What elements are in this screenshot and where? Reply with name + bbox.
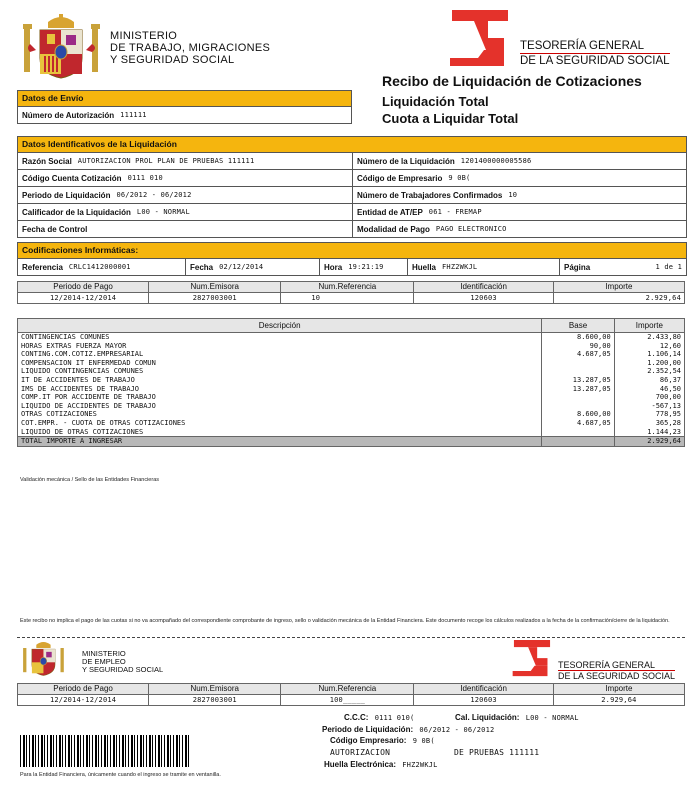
tgss-bottom-line-2: DE LA SEGURIDAD SOCIAL <box>558 671 676 681</box>
desglose-body <box>18 333 685 447</box>
desglose-header-base: Base <box>542 319 614 333</box>
ministry-bottom-line-2: DE EMPLEO <box>82 657 126 666</box>
ccc-value: 0111 010 <box>127 174 163 182</box>
desglose-base <box>542 428 614 437</box>
document-subtitle-1: Liquidación Total <box>382 94 489 109</box>
desglose-importe: 86,37 <box>614 376 684 385</box>
cod-emp-label: Código de Empresario <box>357 173 443 183</box>
coat-of-arms-logo <box>22 14 102 82</box>
desglose-importe: 700,00 <box>614 393 684 402</box>
desglose-importe: 46,50 <box>614 385 684 394</box>
identificativos-heading: Datos Identificativos de la Liquidación <box>18 137 686 153</box>
bottom-pago-table <box>17 683 685 706</box>
desglose-base: 8.600,00 <box>542 410 614 419</box>
bottom-header-emisora: Num.Emisora <box>149 684 281 695</box>
desglose-header-descripcion: Descripción <box>18 319 542 333</box>
desglose-importe: -567,13 <box>614 402 684 411</box>
bottom-periodo: 12/2014-12/2014 <box>18 695 149 706</box>
razon-value: AUTORIZACION PROL PLAN DE PRUEBAS 111111 <box>77 157 255 165</box>
pago-header-identificacion: Identificación <box>414 282 553 293</box>
desglose-row <box>18 385 685 394</box>
cod-emp-value: 9 0B( <box>448 174 471 182</box>
desglose-importe: 12,60 <box>614 342 684 351</box>
desglose-row <box>18 359 685 368</box>
desglose-importe: 1.200,00 <box>614 359 684 368</box>
pago-header-referencia: Num.Referencia <box>281 282 414 293</box>
razon-label: Razón Social <box>22 156 72 166</box>
trabajadores-label: Número de Trabajadores Confirmados <box>357 190 503 200</box>
desglose-base <box>542 367 614 376</box>
bottom-huella <box>324 760 438 769</box>
cut-line <box>17 637 685 638</box>
hora-value: 19:21:19 <box>348 263 384 271</box>
pago-identificacion: 120603 <box>414 293 553 304</box>
ministry-line-3: Y SEGURIDAD SOCIAL <box>110 54 235 66</box>
desglose-row <box>18 410 685 419</box>
desglose-base: 13.287,05 <box>542 376 614 385</box>
footer-note: Este recibo no implica el pago de las cuotas si no va acompañado del correspondiente comprobante de ingreso, sello o validación mecánica de la Entidad Financiera. Este documento recoge los cálculos realizados a la fecha de la confirmación/cierre de la liquidación. <box>20 618 670 624</box>
desglose-total-label: TOTAL IMPORTE A INGRESAR <box>18 437 542 447</box>
bottom-header-referencia: Num.Referencia <box>281 684 414 695</box>
bottom-cod-emp-value: 9 0B( <box>412 737 435 745</box>
desglose-descripcion: COT.EMPR. - CUOTA DE OTRAS COTIZACIONES <box>18 419 542 428</box>
desglose-descripcion: LIQUIDO DE OTRAS COTIZACIONES <box>18 428 542 437</box>
codificaciones-heading: Codificaciones Informáticas: <box>18 243 686 259</box>
desglose-row <box>18 376 685 385</box>
coat-of-arms-logo-small <box>22 640 66 678</box>
hora-label: Hora <box>324 262 343 272</box>
bottom-cal-label: Cal. Liquidación: <box>455 713 520 722</box>
fecha-label: Fecha <box>190 262 214 272</box>
desglose-total-value: 2.929,64 <box>614 437 684 447</box>
bottom-emisora: 2827003001 <box>149 695 281 706</box>
pago-periodo: 12/2014-12/2014 <box>18 293 149 304</box>
desglose-base: 4.687,05 <box>542 350 614 359</box>
num-liq-label: Número de la Liquidación <box>357 156 455 166</box>
tgss-line-2: DE LA SEGURIDAD SOCIAL <box>520 55 670 67</box>
bottom-periodo-liq <box>322 725 494 734</box>
desglose-row <box>18 393 685 402</box>
desglose-importe: 2.352,54 <box>614 367 684 376</box>
entidad-note: Para la Entidad Financiera, únicamente cuando el ingreso se tramite en ventanilla. <box>20 772 221 778</box>
num-liq-value: 1201400000005586 <box>460 157 532 165</box>
desglose-row <box>18 428 685 437</box>
tgss-line-1: TESORERÍA GENERAL <box>520 40 644 52</box>
desglose-descripcion: CONTINGENCIAS COMUNES <box>18 333 542 342</box>
auth-label: Número de Autorización <box>22 110 115 120</box>
periodo-label: Periodo de Liquidación <box>22 190 111 200</box>
desglose-base <box>542 402 614 411</box>
periodo-value: 06/2012 - 06/2012 <box>116 191 192 199</box>
bottom-periodo-liq-label: Periodo de Liquidación: <box>322 725 414 734</box>
desglose-row <box>18 333 685 342</box>
desglose-importe: 1.106,14 <box>614 350 684 359</box>
bottom-cal-value: L00 - NORMAL <box>525 714 579 722</box>
calificador-value: L00 - NORMAL <box>136 208 190 216</box>
codificaciones-section <box>17 242 687 276</box>
tgss-bottom-line-1: TESORERÍA GENERAL <box>558 660 656 670</box>
desglose-importe: 2.433,80 <box>614 333 684 342</box>
bottom-huella-label: Huella Electrónica: <box>324 760 397 769</box>
fecha-value: 02/12/2014 <box>219 263 264 271</box>
huella-label: Huella <box>412 262 437 272</box>
desglose-row <box>18 367 685 376</box>
desglose-base: 8.600,00 <box>542 333 614 342</box>
referencia-value: CRLC1412000001 <box>68 263 131 271</box>
desglose-importe: 1.144,23 <box>614 428 684 437</box>
bottom-cod-emp-label: Código Empresario: <box>330 736 407 745</box>
tgss-name <box>520 40 670 68</box>
desglose-descripcion: OTRAS COTIZACIONES <box>18 410 542 419</box>
desglose-table <box>17 318 685 447</box>
document-subtitle-2: Cuota a Liquidar Total <box>382 111 519 126</box>
pago-table <box>17 281 685 304</box>
pago-referencia: 10 <box>281 293 414 304</box>
ministry-name-bottom <box>82 650 163 674</box>
desglose-header-importe: Importe <box>614 319 684 333</box>
fecha-control-label: Fecha de Control <box>22 224 88 234</box>
bottom-referencia: 100_____ <box>281 695 414 706</box>
desglose-base: 90,00 <box>542 342 614 351</box>
ministry-line-1: MINISTERIO <box>110 30 178 42</box>
ministry-name <box>110 30 270 66</box>
desglose-base <box>542 393 614 402</box>
tgss-logo <box>448 10 512 72</box>
pago-header-periodo: Periodo de Pago <box>18 282 149 293</box>
auth-value: 111111 <box>120 111 147 119</box>
desglose-descripcion: LIQUIDO CONTINGENCIAS COMUNES <box>18 367 542 376</box>
desglose-descripcion: IMS DE ACCIDENTES DE TRABAJO <box>18 385 542 394</box>
desglose-importe: 778,95 <box>614 410 684 419</box>
desglose-total-row <box>18 437 685 447</box>
desglose-descripcion: COMPENSACION IT ENFERMEDAD COMUN <box>18 359 542 368</box>
desglose-descripcion: HORAS EXTRAS FUERZA MAYOR <box>18 342 542 351</box>
bottom-cod-emp <box>330 736 435 745</box>
bottom-importe: 2.929,64 <box>553 695 684 706</box>
ministry-bottom-line-1: MINISTERIO <box>82 649 126 658</box>
bottom-header-importe: Importe <box>553 684 684 695</box>
desglose-base: 13.287,05 <box>542 385 614 394</box>
desglose-row <box>18 350 685 359</box>
envio-heading: Datos de Envío <box>18 91 351 107</box>
ccc-label: Código Cuenta Cotización <box>22 173 122 183</box>
modalidad-label: Modalidad de Pago <box>357 224 430 234</box>
bottom-ccc <box>344 713 414 722</box>
tgss-name-bottom <box>558 660 675 681</box>
pago-importe: 2.929,64 <box>553 293 684 304</box>
bottom-periodo-liq-value: 06/2012 - 06/2012 <box>419 726 495 734</box>
pagina-value: 1 de 1 <box>655 263 682 271</box>
desglose-descripcion: CONTING.COM.COTIZ.EMPRESARIAL <box>18 350 542 359</box>
desglose-base <box>542 359 614 368</box>
bottom-cal <box>455 713 579 722</box>
bottom-pruebas: DE PRUEBAS 111111 <box>454 748 540 757</box>
modalidad-value: PAGO ELECTRONICO <box>435 225 507 233</box>
barcode <box>20 735 190 767</box>
entidad-value: 061 - FREMAP <box>428 208 482 216</box>
trabajadores-value: 10 <box>508 191 518 199</box>
desglose-descripcion: IT DE ACCIDENTES DE TRABAJO <box>18 376 542 385</box>
referencia-label: Referencia <box>22 262 63 272</box>
calificador-label: Calificador de la Liquidación <box>22 207 131 217</box>
pago-header-importe: Importe <box>553 282 684 293</box>
document-title: Recibo de Liquidación de Cotizaciones <box>382 73 642 89</box>
bottom-header-identificacion: Identificación <box>414 684 553 695</box>
ministry-bottom-line-3: Y SEGURIDAD SOCIAL <box>82 665 164 674</box>
bottom-huella-value: FHZ2WKJL <box>402 761 438 769</box>
huella-value: FHZ2WKJL <box>442 263 478 271</box>
validacion-note: Validación mecánica / Sello de las Entidades Financieras <box>20 477 160 483</box>
desglose-row <box>18 402 685 411</box>
desglose-importe: 365,28 <box>614 419 684 428</box>
bottom-ccc-label: C.C.C: <box>344 713 369 722</box>
tgss-logo-small <box>510 640 554 680</box>
entidad-label: Entidad de AT/EP <box>357 207 423 217</box>
desglose-total-base <box>542 437 614 447</box>
pago-emisora: 2827003001 <box>149 293 281 304</box>
bottom-autorizacion: AUTORIZACION <box>330 748 391 757</box>
pago-header-emisora: Num.Emisora <box>149 282 281 293</box>
bottom-header-periodo: Periodo de Pago <box>18 684 149 695</box>
bottom-ccc-value: 0111 010( <box>374 714 415 722</box>
desglose-base: 4.687,05 <box>542 419 614 428</box>
desglose-row <box>18 419 685 428</box>
desglose-descripcion: COMP.IT POR ACCIDENTE DE TRABAJO <box>18 393 542 402</box>
pagina-label: Página <box>564 262 591 272</box>
identificativos-section <box>17 136 687 238</box>
bottom-identificacion: 120603 <box>414 695 553 706</box>
envio-section <box>17 90 352 124</box>
desglose-descripcion: LIQUIDO DE ACCIDENTES DE TRABAJO <box>18 402 542 411</box>
ministry-line-2: DE TRABAJO, MIGRACIONES <box>110 42 271 54</box>
desglose-row <box>18 342 685 351</box>
